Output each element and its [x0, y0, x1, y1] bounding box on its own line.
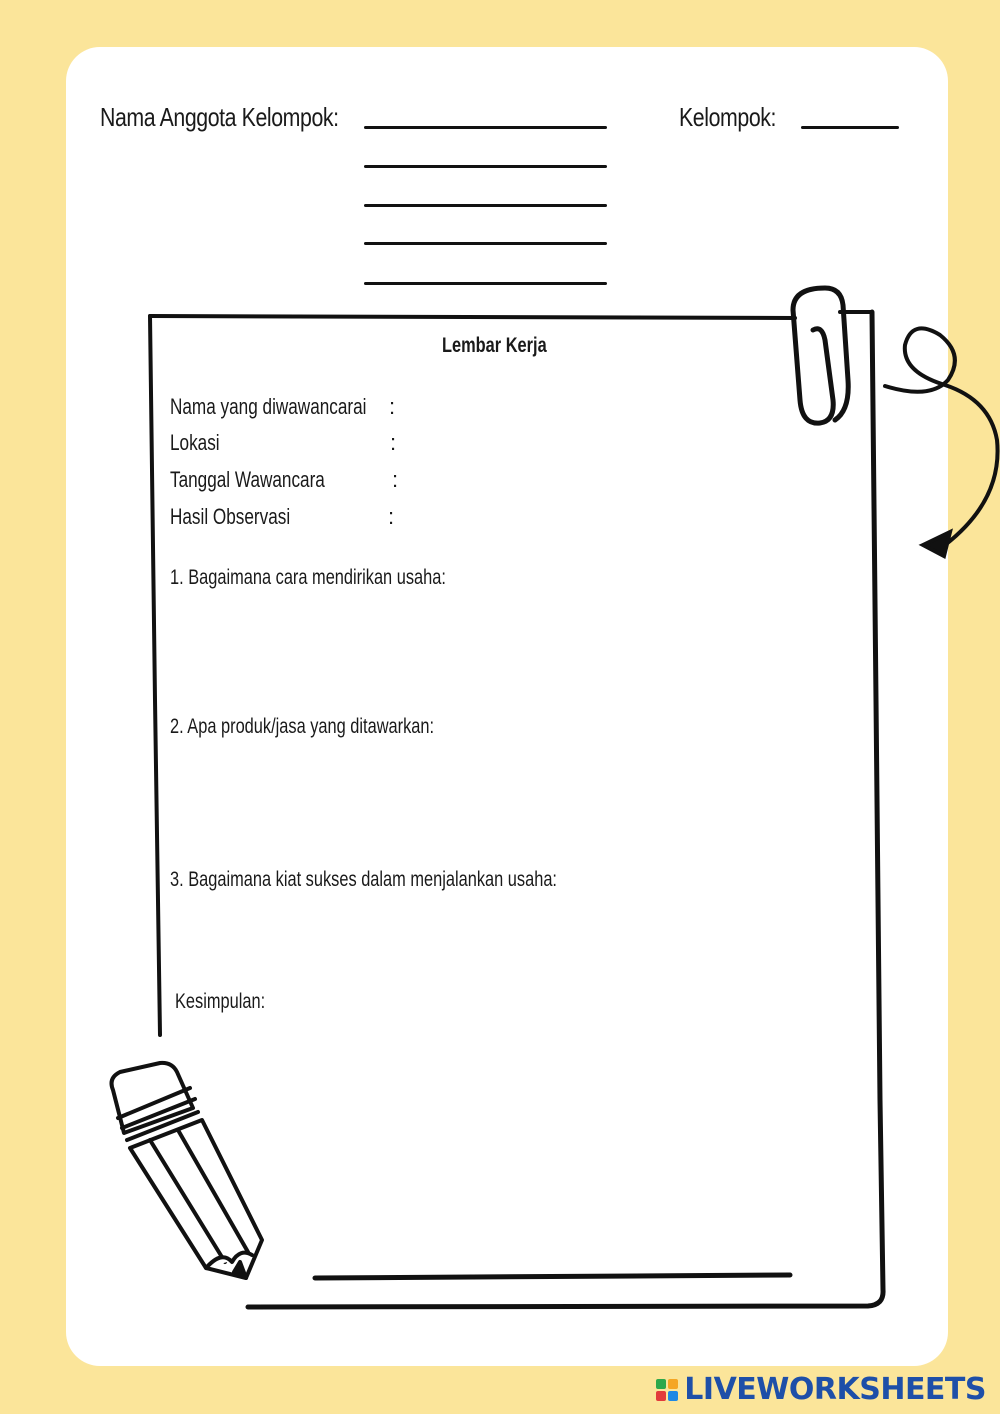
field-label-location: Lokasi [170, 430, 220, 455]
group-label: Kelompok: [679, 102, 777, 132]
member-name-line-4[interactable] [364, 242, 607, 245]
members-label: Nama Anggota Kelompok: [100, 102, 339, 132]
observation-input[interactable] [405, 502, 845, 532]
member-name-line-2[interactable] [364, 165, 607, 168]
member-name-line-1[interactable] [364, 126, 607, 129]
field-colon-location: : [390, 430, 397, 455]
question-2: 2. Apa produk/jasa yang ditawarkan: [170, 715, 435, 738]
worksheet-title: Lembar Kerja [442, 334, 547, 357]
liveworksheets-brand [656, 1372, 986, 1407]
field-colon-interviewee: : [389, 394, 396, 419]
conclusion-label: Kesimpulan: [175, 990, 266, 1013]
field-colon-observation: : [388, 504, 395, 529]
question-3: 3. Bagaimana kiat sukses dalam menjalankan usaha: [170, 868, 557, 891]
field-label-interviewee: Nama yang diwawancarai [170, 394, 367, 419]
answer-2-area[interactable] [170, 750, 850, 860]
answer-3-area[interactable] [170, 902, 850, 982]
question-1: 1. Bagaimana cara mendirikan usaha: [170, 566, 446, 589]
member-name-line-5[interactable] [364, 282, 607, 285]
answer-1-area[interactable] [170, 600, 850, 700]
field-colon-date: : [392, 467, 399, 492]
group-number-line[interactable] [801, 126, 899, 129]
field-label-date: Tanggal Wawancara [170, 467, 325, 492]
date-input[interactable] [405, 465, 845, 495]
interviewee-input[interactable] [405, 392, 845, 422]
location-input[interactable] [405, 428, 845, 458]
conclusion-area[interactable] [290, 1020, 850, 1260]
brand-name: LIVEWORKSHEETS [684, 1372, 986, 1407]
liveworksheets-logo-icon [656, 1379, 678, 1401]
field-label-observation: Hasil Observasi [170, 504, 291, 529]
member-name-line-3[interactable] [364, 204, 607, 207]
